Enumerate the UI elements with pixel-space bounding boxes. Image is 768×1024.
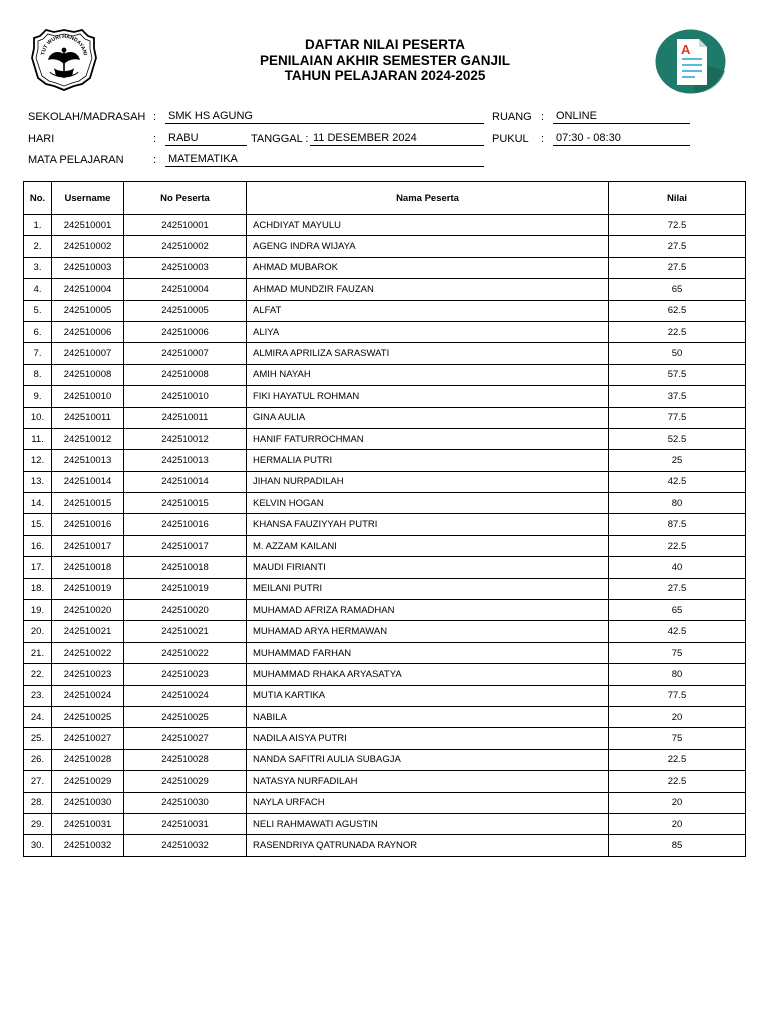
table-header-row xyxy=(24,182,746,215)
cell-nama-peserta: AGENG INDRA WIJAYA xyxy=(247,236,609,257)
cell-no: 30. xyxy=(24,835,52,856)
cell-nilai: 65 xyxy=(609,279,746,300)
table-row xyxy=(24,450,746,471)
cell-no-peserta: 242510016 xyxy=(124,514,247,535)
cell-nilai: 75 xyxy=(609,642,746,663)
cell-no: 14. xyxy=(24,493,52,514)
cell-no: 4. xyxy=(24,279,52,300)
table-body xyxy=(24,215,746,857)
cell-no: 11. xyxy=(24,428,52,449)
cell-nilai: 27.5 xyxy=(609,236,746,257)
cell-username: 242510019 xyxy=(52,578,124,599)
cell-username: 242510001 xyxy=(52,215,124,236)
cell-no: 9. xyxy=(24,386,52,407)
cell-nilai: 25 xyxy=(609,450,746,471)
cell-nama-peserta: ALIYA xyxy=(247,321,609,342)
cell-nilai: 40 xyxy=(609,557,746,578)
cell-username: 242510028 xyxy=(52,749,124,770)
cell-username: 242510011 xyxy=(52,407,124,428)
table-row xyxy=(24,279,746,300)
cell-no-peserta: 242510031 xyxy=(124,813,247,834)
cell-nama-peserta: NAYLA URFACH xyxy=(247,792,609,813)
cell-username: 242510031 xyxy=(52,813,124,834)
cell-no-peserta: 242510017 xyxy=(124,535,247,556)
cell-no: 24. xyxy=(24,706,52,727)
time-sep: : xyxy=(541,133,545,145)
cell-nama-peserta: NABILA xyxy=(247,706,609,727)
cell-no: 25. xyxy=(24,728,52,749)
cell-nama-peserta: AHMAD MUBAROK xyxy=(247,257,609,278)
cell-nilai: 20 xyxy=(609,706,746,727)
cell-nilai: 22.5 xyxy=(609,749,746,770)
table-row xyxy=(24,600,746,621)
cell-username: 242510017 xyxy=(52,535,124,556)
cell-nama-peserta: MUTIA KARTIKA xyxy=(247,685,609,706)
cell-username: 242510023 xyxy=(52,664,124,685)
cell-no: 21. xyxy=(24,642,52,663)
cell-nilai: 77.5 xyxy=(609,685,746,706)
cell-nilai: 72.5 xyxy=(609,215,746,236)
subject-sep: : xyxy=(153,154,157,166)
date-label: TANGGAL : xyxy=(251,133,309,145)
school-sep: : xyxy=(153,111,157,123)
cell-nama-peserta: KHANSA FAUZIYYAH PUTRI xyxy=(247,514,609,535)
cell-nama-peserta: MUHAMMAD FARHAN xyxy=(247,642,609,663)
cell-nama-peserta: HANIF FATURROCHMAN xyxy=(247,428,609,449)
cell-username: 242510030 xyxy=(52,792,124,813)
cell-no: 22. xyxy=(24,664,52,685)
cell-no: 29. xyxy=(24,813,52,834)
cell-no-peserta: 242510025 xyxy=(124,706,247,727)
cell-no-peserta: 242510022 xyxy=(124,642,247,663)
cell-no-peserta: 242510014 xyxy=(124,471,247,492)
cell-no-peserta: 242510015 xyxy=(124,493,247,514)
cell-no: 19. xyxy=(24,600,52,621)
room-value: ONLINE xyxy=(553,110,690,124)
cell-username: 242510012 xyxy=(52,428,124,449)
cell-nilai: 50 xyxy=(609,343,746,364)
cell-username: 242510013 xyxy=(52,450,124,471)
cell-no: 5. xyxy=(24,300,52,321)
subject-label: MATA PELAJARAN xyxy=(28,154,124,166)
cell-nama-peserta: NATASYA NURFADILAH xyxy=(247,771,609,792)
cell-nama-peserta: FIKI HAYATUL ROHMAN xyxy=(247,386,609,407)
cell-no: 23. xyxy=(24,685,52,706)
cell-no-peserta: 242510019 xyxy=(124,578,247,599)
table-row xyxy=(24,428,746,449)
date-value: 11 DESEMBER 2024 xyxy=(310,132,484,146)
cell-no-peserta: 242510010 xyxy=(124,386,247,407)
cell-no-peserta: 242510021 xyxy=(124,621,247,642)
cell-no-peserta: 242510002 xyxy=(124,236,247,257)
cell-nilai: 27.5 xyxy=(609,578,746,599)
cell-nilai: 37.5 xyxy=(609,386,746,407)
cell-no-peserta: 242510008 xyxy=(124,364,247,385)
cell-no: 17. xyxy=(24,557,52,578)
cell-no-peserta: 242510029 xyxy=(124,771,247,792)
table-row xyxy=(24,578,746,599)
cell-no-peserta: 242510024 xyxy=(124,685,247,706)
cell-no-peserta: 242510003 xyxy=(124,257,247,278)
cell-username: 242510022 xyxy=(52,642,124,663)
table-row xyxy=(24,706,746,727)
table-row xyxy=(24,771,746,792)
cell-nilai: 77.5 xyxy=(609,407,746,428)
cell-no: 6. xyxy=(24,321,52,342)
cell-username: 242510025 xyxy=(52,706,124,727)
header-nilai: Nilai xyxy=(609,182,746,215)
cell-username: 242510032 xyxy=(52,835,124,856)
tut-wuri-handayani-logo xyxy=(30,28,98,92)
cell-nama-peserta: MUHAMMAD RHAKA ARYASATYA xyxy=(247,664,609,685)
cell-no: 27. xyxy=(24,771,52,792)
table-row xyxy=(24,535,746,556)
cell-nilai: 22.5 xyxy=(609,771,746,792)
table-row xyxy=(24,386,746,407)
cell-nama-peserta: GINA AULIA xyxy=(247,407,609,428)
cell-no: 13. xyxy=(24,471,52,492)
time-value: 07:30 - 08:30 xyxy=(553,132,690,146)
cell-nilai: 42.5 xyxy=(609,621,746,642)
cell-nama-peserta: ALMIRA APRILIZA SARASWATI xyxy=(247,343,609,364)
cell-no-peserta: 242510005 xyxy=(124,300,247,321)
table-row xyxy=(24,749,746,770)
cell-no: 26. xyxy=(24,749,52,770)
logo-right-letter: A xyxy=(681,42,691,57)
cell-nilai: 87.5 xyxy=(609,514,746,535)
cell-nilai: 57.5 xyxy=(609,364,746,385)
cell-nama-peserta: HERMALIA PUTRI xyxy=(247,450,609,471)
cell-nama-peserta: MUHAMAD AFRIZA RAMADHAN xyxy=(247,600,609,621)
table-row xyxy=(24,343,746,364)
cell-nama-peserta: ACHDIYAT MAYULU xyxy=(247,215,609,236)
day-label: HARI xyxy=(28,133,55,145)
cell-no-peserta: 242510013 xyxy=(124,450,247,471)
table-row xyxy=(24,685,746,706)
cell-username: 242510016 xyxy=(52,514,124,535)
table-row xyxy=(24,407,746,428)
cell-no: 18. xyxy=(24,578,52,599)
cell-nama-peserta: M. AZZAM KAILANI xyxy=(247,535,609,556)
table-row xyxy=(24,642,746,663)
cell-nilai: 75 xyxy=(609,728,746,749)
title-line-3: TAHUN PELAJARAN 2024-2025 xyxy=(284,68,486,83)
cell-no: 1. xyxy=(24,215,52,236)
table-row xyxy=(24,557,746,578)
day-value: RABU xyxy=(165,132,247,146)
cell-nilai: 22.5 xyxy=(609,321,746,342)
cell-username: 242510003 xyxy=(52,257,124,278)
table-row xyxy=(24,728,746,749)
cell-username: 242510024 xyxy=(52,685,124,706)
cell-no-peserta: 242510020 xyxy=(124,600,247,621)
cell-nilai: 27.5 xyxy=(609,257,746,278)
cell-no: 16. xyxy=(24,535,52,556)
cell-username: 242510006 xyxy=(52,321,124,342)
subject-value: MATEMATIKA xyxy=(165,153,484,167)
table-row xyxy=(24,835,746,856)
cell-no-peserta: 242510018 xyxy=(124,557,247,578)
cell-nilai: 22.5 xyxy=(609,535,746,556)
cell-username: 242510015 xyxy=(52,493,124,514)
cell-nama-peserta: NADILA AISYA PUTRI xyxy=(247,728,609,749)
cell-no-peserta: 242510012 xyxy=(124,428,247,449)
table-row xyxy=(24,621,746,642)
scores-table xyxy=(23,181,746,857)
cell-nama-peserta: AHMAD MUNDZIR FAUZAN xyxy=(247,279,609,300)
cell-no-peserta: 242510028 xyxy=(124,749,247,770)
cell-username: 242510018 xyxy=(52,557,124,578)
cell-nilai: 42.5 xyxy=(609,471,746,492)
table-row xyxy=(24,792,746,813)
cell-no: 20. xyxy=(24,621,52,642)
cell-nilai: 65 xyxy=(609,600,746,621)
cell-no-peserta: 242510023 xyxy=(124,664,247,685)
cell-no-peserta: 242510007 xyxy=(124,343,247,364)
table-row xyxy=(24,364,746,385)
cell-nama-peserta: RASENDRIYA QATRUNADA RAYNOR xyxy=(247,835,609,856)
table-row xyxy=(24,813,746,834)
cell-no-peserta: 242510006 xyxy=(124,321,247,342)
cell-nama-peserta: ALFAT xyxy=(247,300,609,321)
table-row xyxy=(24,664,746,685)
cell-username: 242510007 xyxy=(52,343,124,364)
table-row xyxy=(24,471,746,492)
table-row xyxy=(24,493,746,514)
cell-nama-peserta: MAUDI FIRIANTI xyxy=(247,557,609,578)
room-label: RUANG xyxy=(492,111,532,123)
time-label: PUKUL xyxy=(492,133,529,145)
cell-no: 7. xyxy=(24,343,52,364)
cell-username: 242510005 xyxy=(52,300,124,321)
cell-no: 10. xyxy=(24,407,52,428)
cell-no: 3. xyxy=(24,257,52,278)
table-row xyxy=(24,257,746,278)
cell-nama-peserta: MUHAMAD ARYA HERMAWAN xyxy=(247,621,609,642)
cell-username: 242510010 xyxy=(52,386,124,407)
cell-no: 2. xyxy=(24,236,52,257)
table-row xyxy=(24,321,746,342)
cell-no-peserta: 242510001 xyxy=(124,215,247,236)
cell-nilai: 52.5 xyxy=(609,428,746,449)
cell-nama-peserta: KELVIN HOGAN xyxy=(247,493,609,514)
cell-no-peserta: 242510004 xyxy=(124,279,247,300)
cell-nilai: 20 xyxy=(609,813,746,834)
day-sep: : xyxy=(153,133,157,145)
table-row xyxy=(24,215,746,236)
cell-nilai: 80 xyxy=(609,493,746,514)
title-line-2: PENILAIAN AKHIR SEMESTER GANJIL xyxy=(259,52,511,68)
school-value: SMK HS AGUNG xyxy=(165,110,484,124)
cell-nilai: 62.5 xyxy=(609,300,746,321)
cell-nilai: 85 xyxy=(609,835,746,856)
cell-nama-peserta: NELI RAHMAWATI AGUSTIN xyxy=(247,813,609,834)
cell-username: 242510020 xyxy=(52,600,124,621)
cell-username: 242510027 xyxy=(52,728,124,749)
cell-no: 8. xyxy=(24,364,52,385)
table-row xyxy=(24,236,746,257)
exam-document-icon xyxy=(655,29,726,94)
cell-no: 28. xyxy=(24,792,52,813)
cell-nama-peserta: MEILANI PUTRI xyxy=(247,578,609,599)
cell-username: 242510014 xyxy=(52,471,124,492)
document-title xyxy=(130,37,640,84)
cell-username: 242510008 xyxy=(52,364,124,385)
cell-nilai: 80 xyxy=(609,664,746,685)
table-row xyxy=(24,300,746,321)
logo-left-text: TUT WURI HANDAYANI xyxy=(40,33,88,56)
cell-nilai: 20 xyxy=(609,792,746,813)
cell-no-peserta: 242510032 xyxy=(124,835,247,856)
room-sep: : xyxy=(541,111,545,123)
cell-username: 242510004 xyxy=(52,279,124,300)
cell-nama-peserta: NANDA SAFITRI AULIA SUBAGJA xyxy=(247,749,609,770)
school-label: SEKOLAH/MADRASAH xyxy=(28,111,146,123)
cell-no-peserta: 242510027 xyxy=(124,728,247,749)
header-nama-peserta: Nama Peserta xyxy=(247,182,609,215)
cell-username: 242510002 xyxy=(52,236,124,257)
table-row xyxy=(24,514,746,535)
cell-no-peserta: 242510030 xyxy=(124,792,247,813)
header-no: No. xyxy=(24,182,52,215)
cell-no: 12. xyxy=(24,450,52,471)
cell-no: 15. xyxy=(24,514,52,535)
header-username: Username xyxy=(52,182,124,215)
cell-nama-peserta: AMIH NAYAH xyxy=(247,364,609,385)
cell-username: 242510029 xyxy=(52,771,124,792)
title-line-1: DAFTAR NILAI PESERTA xyxy=(305,37,465,52)
header-no-peserta: No Peserta xyxy=(124,182,247,215)
cell-username: 242510021 xyxy=(52,621,124,642)
cell-no-peserta: 242510011 xyxy=(124,407,247,428)
cell-nama-peserta: JIHAN NURPADILAH xyxy=(247,471,609,492)
